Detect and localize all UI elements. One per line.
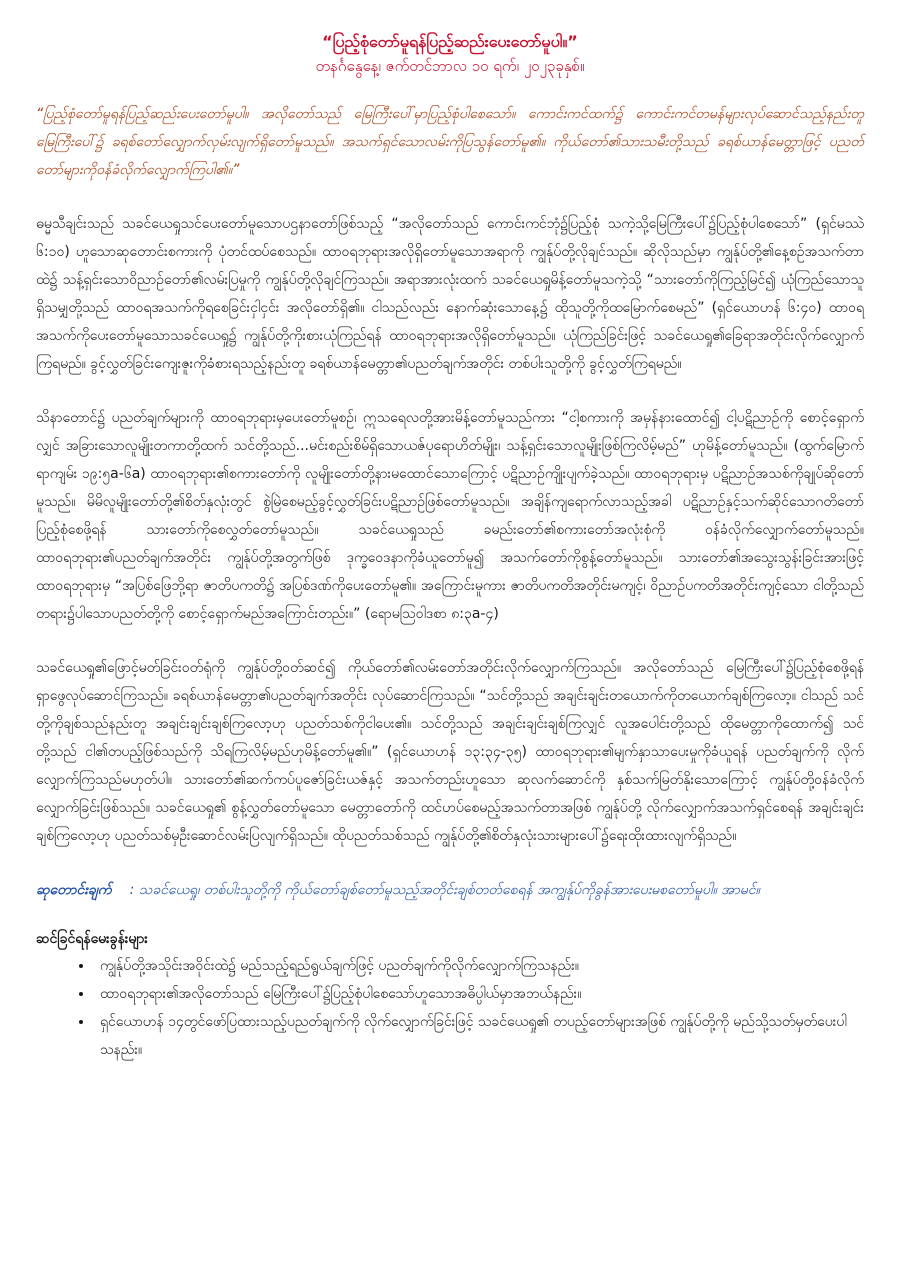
question-item: • ရှင်ယောဟန် ၁၄တွင်ဖော်ပြထားသည့်ပညတ်ချက်ကို လိုက်လျှောက်ခြင်းဖြင့် သခင်ယေရှု၏ တပည့်တော်များအဖြစ် ကျွန်ုပ်တို့ကို မည်သို့သတ်မှတ်ပေးပါသနည်း။ — [94, 1008, 864, 1064]
page-date: တနင်္ဂနွေနေ့၊ ဇက်တင်ဘာလ ၁၀ ရက်၊ ၂၀၂၃ခုနှစ်။ — [315, 57, 585, 75]
page-title: “ပြည့်စုံတော်မူရန်ပြည့်ဆည်းပေးတော်မူပါ။” — [322, 32, 578, 51]
body-paragraph-3: သခင်ယေရှု၏ဖြောင့်မတ်ခြင်းဝတ်ရုံကို ကျွန်ုပ်တို့ဝတ်ဆင်၍ ကိုယ်တော်၏လမ်းတော်အတိုင်းလိုက်လျှောက်ကြသည်။ အလိုတော်သည် မြေကြီးပေါ်၌ပြည့်စုံစေဖို့ရန် ရှာဖွေလုပ်ဆောင်ကြသည်။ ခရစ်ယာန်မေတ္တာ၏ပညတ်ချက်အတိုင်း လုပ်ဆောင်ကြသည်။ “သင်တို့သည် အချင်းချင်းတယောက်ကိုတယောက်ချစ်ကြလော့။ ငါသည် သင်တို့ကိုချစ်သည်နည်းတူ အချင်းချင်းချစ်ကြလော့ဟု ပညတ်သစ်ကိုငါပေး၏။ သင်တို့သည် အချင်းချင်းချစ်ကြလျှင် လူအပေါင်းတို့သည် ထိုမေတ္တာကိုထောက်၍ သင်တို့သည် ငါ၏တပည့်ဖြစ်သည်ကို သိရကြလိမ့်မည်ဟုမိန့်တော်မူ၏။” (ရှင်ယောဟန် ၁၃:၃၄-၃၅) ထာဝရဘုရား၏မျက်နှာသာပေးမှုကိုခံယူရန် ပညတ်ချက်ကို လိုက်လျှောက်ကြသည်မဟုတ်ပါ။ သားတော်၏ဆက်ကပ်ပူဇော်ခြင်းယဇ်နှင့် အသက်တည်းဟူသော ဆုလက်ဆောင်ကို နှစ်သက်မြတ်နိုးသောကြောင့် ကျွန်ုပ်တို့ဝန်ခံလိုက်လျှောက်ခြင်းဖြစ်သည်။ သခင်ယေရှု၏ စွန့်လွှတ်တော်မူသော မေတ္တာတော်ကို ထင်ဟပ်စေမည့်အသက်တာအဖြစ် ကျွန်ုပ်တို့ လိုက်လျှောက်အသက်ရှင်စေရန် အချင်းချင်းချစ်ကြလော့ဟု ပညတ်သစ်မှဦးဆောင်လမ်းပြလျက်ရှိသည်။ ထိုပညတ်သစ်သည် ကျွန်ုပ်တို့၏စိတ်နှလုံးသားများပေါ်၌ရေးထိုးထားလျက်ရှိသည်။ — [36, 660, 864, 844]
question-item: • ထာဝရဘုရား၏အလိုတော်သည် မြေကြီးပေါ်၌ပြည့်စုံပါစေသော်ဟူသောအဓိပ္ပါယ်မှာအဘယ်နည်း။ — [94, 980, 864, 1008]
questions-title: ဆင်ခြင်ရန်မေးခွန်းများ — [36, 931, 148, 947]
question-item: • ကျွန်ုပ်တို့အသိုင်းအဝိုင်းထဲ၌ မည်သည့်ရည်ရွယ်ချက်ဖြင့် ပညတ်ချက်ကိုလိုက်လျှောက်ကြသနည်း။ — [94, 952, 864, 980]
opening-quote: “ပြည့်စုံတော်မူရန်ပြည့်ဆည်းပေးတော်မူပါ။ အလိုတော်သည် မြေကြီးပေါ်မှာပြည့်စုံပါစေသော်။ ကောင်းကင်ထက်၌ ကောင်းကင်တမန်များလုပ်ဆောင်သည့်နည်းတူ မြေကြီးပေါ်၌ ခရစ်တော်လျှောက်လှမ်းလျက်ရှိတော်မူသည်။ အသက်ရှင်သောလမ်းကိုပြသွန်တော်မူ၏။ ကိုယ်တော်၏သားသမီးတို့သည် ခရစ်ယာန်မေတ္တာဖြင့် ပညတ်တော်များကိုဝန်ခံလိုက်လျှောက်ကြပါ၏။” — [36, 106, 864, 178]
prayer-text: : သခင်ယေရှု၊ တစ်ပါးသူတို့ကို ကိုယ်တော်ချစ်တော်မူသည့်အတိုင်းချစ်တတ်စေရန် အကျွန်ုပ်ကိုခွန်အားပေးမစတော်မူပါ။ အာမင်။ — [129, 882, 760, 898]
body-paragraph-2: သိနာတောင်၌ ပညတ်ချက်များကို ထာဝရဘုရားမှပေးတော်မူစဉ်၊ ဣသရေလတို့အားမိန့်တော်မူသည်ကား “ငါ့စကားကို အမှန်နားထောင်၍ ငါ့ပဋိညာဉ်ကို စောင့်ရှောက်လျှင် အခြားသောလူမျိုးတကာတို့ထက် သင်တို့သည်...မင်းစည်းစိမ်ရှိသောယဇ်ပုရောဟိတ်မျိုး၊ သန့်ရှင်းသောလူမျိုးဖြစ်ကြလိမ့်မည်” ဟုမိန့်တော်မူသည်။ (ထွက်မြောက်ရာကျမ်း ၁၉:၅a-၆a) ထာဝရဘုရား၏စကားတော်ကို လူမျိုးတော်တို့နားမထောင်သောကြောင့် ပဋိညာဉ်ကျိုးပျက်ခဲ့သည်။ ထာဝရဘုရားမှ ပဋိညာဉ်အသစ်ကိုချုပ်ဆိုတော်မူသည်။ မိမိလူမျိုးတော်တို့၏စိတ်နှလုံးတွင် စွဲမြဲစေမည့်ခွင့်လွှတ်ခြင်းပဋိညာဉ်ဖြစ်တော်မူသည်။ အချိန်ကျရောက်လာသည့်အခါ ပဋိညာဉ်နှင့်သက်ဆိုင်သောဂတိတော်ပြည့်စုံစေဖို့ရန် သားတော်ကိုစေလွှတ်တော်မူသည်။ သခင်ယေရှုသည် ခမည်းတော်၏စကားတော်အလုံးစုံကို ဝန်ခံလိုက်လျှောက်တော်မူသည်။ ထာဝရဘုရား၏ပညတ်ချက်အတိုင်း ကျွန်ုပ်တို့အတွက်ဖြစ် ဒုက္ခဝေဒနာကိုခံယူတော်မူ၍ အသက်တော်ကိုစွန့်တော်မူသည်။ သားတော်၏အသွေးသွန်းခြင်းအားဖြင့် ထာဝရဘုရားမှ “အပြစ်ဖြေဘို့ရာ ဇာတိပကတိ၌ အပြစ်ဒဏ်ကိုပေးတော်မူ၏။ အကြောင်းမူကား ဇာတိပကတိအတိုင်းမကျင့်၊ ဝိညာဉ်ပကတိအတိုင်းကျင့်သော ငါတို့သည် တရား၌ပါသောပညတ်တို့ကို စောင့်ရှောက်မည်အကြောင်းတည်း။” (ရောမဩဝါဒစာ ၈:၃a-၄) — [36, 410, 864, 622]
prayer-label: ဆုတောင်းချက် — [36, 882, 112, 898]
body-paragraph-1: ဓမ္မသီချင်းသည် သခင်ယေရှုသင်ပေးတော်မူသောပဌနာတော်ဖြစ်သည့် “အလိုတော်သည် ကောင်းကင်ဘုံ၌ပြည့်စုံ သကဲ့သို့မြေကြီးပေါ်၌ပြည့်စုံပါစေသော်” (ရှင်မဿဲ ၆:၁၀) ဟူသောဆုတောင်းစကားကို ပုံတင်ထပ်စေသည်။ ထာဝရဘုရားအလိုရှိတော်မူသောအရာကို ကျွန်ုပ်တို့လိုချင်သည်။ ဆိုလိုသည်မှာ ကျွန်ုပ်တို့၏နေ့စဉ်အသက်တာထဲ၌ သန့်ရှင်းသောဝိညာဉ်တော်၏လမ်းပြမှုကို ကျွန်ုပ်တို့လိုချင်ကြသည်။ အရာအားလုံးထက် သခင်ယေရှုမိန့်တော်မူသကဲ့သို့ “သားတော်ကိုကြည့်မြင်၍ ယုံကြည်သောသူရှိသမျှတို့သည် ထာဝရအသက်ကိုရစေခြင်းငှါငှင်း အလိုတော်ရှိ၏။ ငါသည်လည်း နောက်ဆုံးသောနေ့၌ ထိုသူတို့ကိုထမြောက်စေမည်” (ရှင်ယောဟန် ၆:၄၀) ထာဝရအသက်ကိုပေးတော်မူသောသခင်ယေရှု၌ ကျွန်ုပ်တို့ကိုးစားယုံကြည်ရန် ထာဝရဘုရားအလိုရှိတော်မူသည်။ ယုံကြည်ခြင်းဖြင့် သခင်ယေရှု၏ခြေရာအတိုင်းလိုက်လျှောက်ကြရမည်။ ခွင့်လွှတ်ခြင်းကျေးဇူးကိုခံစားရသည့်နည်းတူ ခရစ်ယာန်မေတ္တာ၏ပညတ်ချက်အတိုင်း တစ်ပါးသူတို့ကို ခွင့်လွှတ်ကြရမည်။ — [36, 216, 864, 372]
prayer — [36, 876, 864, 904]
questions-list — [36, 952, 864, 1064]
